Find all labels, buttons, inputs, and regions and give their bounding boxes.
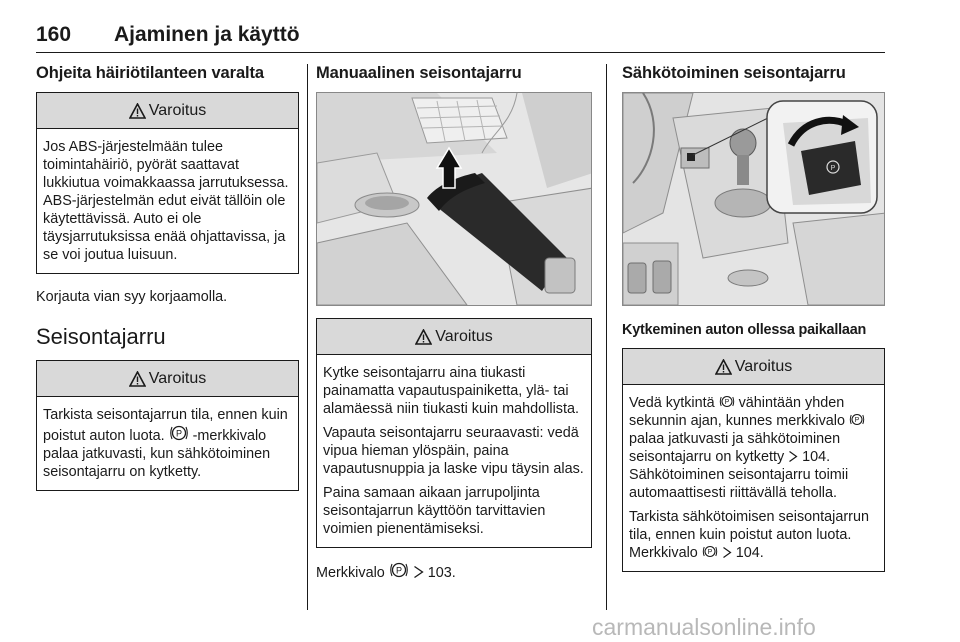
svg-text:P: P	[707, 549, 713, 556]
warning-text-before: Tarkista seisontajarrun tila, ennen kuin poistut auton luota.	[43, 407, 288, 444]
circled-p-indicator-icon	[389, 561, 409, 579]
warning-paragraph: Kytke seisontajarru aina tiukasti painamatta vapautuspainiketta, ylä- tai alamäessä niin tiukasti kuin mahdollista.	[323, 365, 579, 417]
svg-text:P: P	[395, 565, 402, 576]
warning-text-part: Sähkötoiminen seisontajarru toimii automaattisesti riittävällä teholla.	[629, 467, 849, 501]
reference-arrow-icon	[722, 546, 732, 559]
warning-box-electric-brake	[622, 348, 885, 572]
epb-switch-icon	[702, 544, 718, 559]
warning-text-part: palaa jatkuvasti ja sähkötoiminen seisontajarru on kytketty	[629, 431, 841, 465]
warning-header	[317, 319, 591, 355]
reference-arrow-icon	[413, 565, 424, 579]
warning-header	[37, 361, 298, 397]
circled-p-indicator-icon	[169, 424, 189, 442]
warning-paragraph: Paina samaan aikaan jarrupoljinta seisontajarrun käyttöön tarvittavien voimien pienentämiseksi.	[323, 485, 546, 537]
warning-triangle-icon	[129, 371, 146, 387]
warning-text-part: vähintään yhden sekunnin ajan, kunnes merkkivalo	[629, 395, 845, 429]
warning-paragraph	[629, 508, 878, 562]
warning-triangle-icon	[715, 359, 732, 375]
warning-triangle-icon	[129, 103, 146, 119]
warning-text-part: Vedä kytkintä	[629, 395, 715, 411]
warning-box-parking	[36, 360, 299, 491]
column-divider	[307, 64, 308, 610]
warning-text	[623, 385, 884, 571]
warning-text: Jos ABS-järjestelmään tulee toimintahäiriö, pyörät saattavat lukkiutua voimakkaassa jarrutuksessa. ABS-järjestelmän edut eivät tällöin ole käytettävissä. Auto ei ole täysjarrutuksissa enää ohjattavissa, ja se voi joutua luisuun.	[43, 139, 289, 263]
warning-label: Varoitus	[148, 369, 207, 387]
warning-paragraph: Vapauta seisontajarru seuraavasti: vedä vipua hieman ylöspäin, paina vapautusnuppia ja laske vipu täysin alas.	[323, 425, 584, 477]
warning-text-part: Tarkista sähkötoimisen seisontajarrun tila, ennen kuin poistut auton luota. Merkkivalo	[629, 509, 869, 561]
warning-box-manual-brake	[316, 318, 592, 548]
reference-arrow-icon	[788, 450, 798, 463]
svg-text:P: P	[830, 165, 836, 172]
electric-brake-illustration	[622, 92, 885, 306]
svg-text:P: P	[175, 428, 182, 439]
warning-text	[37, 397, 298, 490]
warning-box-abs	[36, 92, 299, 274]
handbrake-drawing	[317, 93, 592, 305]
column-middle	[316, 64, 592, 582]
column-right	[622, 64, 885, 572]
figure-caption: Kytkeminen auton ollessa paikallaan	[622, 322, 867, 338]
chapter-title: Ajaminen ja käyttö	[114, 23, 300, 46]
page-reference: 104.	[802, 449, 831, 465]
epb-drawing	[623, 93, 885, 305]
section-title-parking-brake: Seisontajarru	[36, 324, 166, 349]
epb-switch-icon	[849, 412, 865, 427]
section-heading-electric-brake: Sähkötoiminen seisontajarru	[622, 64, 846, 82]
svg-text:P: P	[724, 399, 729, 406]
section-heading-malfunction: Ohjeita häiriötilanteen varalta	[36, 64, 264, 82]
warning-header	[37, 93, 298, 129]
page-number: 160	[36, 23, 72, 46]
warning-header	[623, 349, 884, 385]
epb-switch-icon	[719, 394, 735, 409]
page-header	[36, 22, 885, 53]
indicator-label: Merkkivalo	[316, 565, 385, 581]
section-heading-manual-brake: Manuaalinen seisontajarru	[316, 64, 522, 82]
warning-triangle-icon	[415, 329, 432, 345]
page-reference: 104.	[735, 545, 764, 561]
watermark: carmanualsonline.info	[592, 614, 816, 640]
svg-text:P: P	[854, 417, 860, 424]
column-divider	[606, 64, 607, 610]
manual-handbrake-illustration	[316, 92, 592, 306]
warning-paragraph	[629, 394, 878, 502]
repair-text: Korjauta vian syy korjaamolla.	[36, 289, 228, 305]
indicator-page-ref: 103.	[427, 565, 456, 581]
column-left	[36, 64, 299, 491]
warning-label: Varoitus	[435, 327, 493, 345]
warning-text	[317, 355, 591, 547]
warning-text-after: -merkkivalo palaa jatkuvasti, kun sähkötoiminen seisontajarru on kytketty.	[43, 428, 271, 480]
warning-label: Varoitus	[148, 101, 207, 119]
indicator-reference	[316, 561, 592, 582]
warning-label: Varoitus	[734, 357, 793, 375]
